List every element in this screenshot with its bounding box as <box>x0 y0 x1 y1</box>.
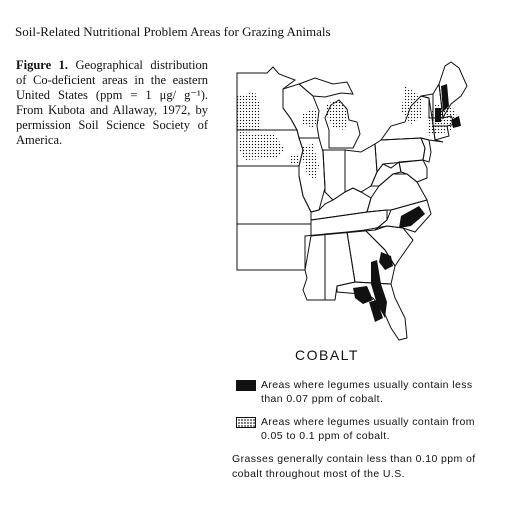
cobalt-map <box>215 56 475 346</box>
state-michigan-upper <box>299 78 353 97</box>
state-ohio <box>345 144 377 192</box>
solid-area-florida-west <box>353 286 373 304</box>
dotted-swatch <box>236 417 256 428</box>
state-outlines <box>237 62 467 340</box>
dotted-area-michigan <box>325 100 349 130</box>
solid-area-south-carolina <box>379 252 393 270</box>
map-title: COBALT <box>295 347 359 363</box>
dotted-area-minnesota <box>237 92 261 130</box>
legend-item-solid <box>236 378 496 406</box>
state-new-jersey <box>421 138 431 162</box>
solid-area-new-hampshire <box>435 108 441 122</box>
dotted-area-illinois <box>303 144 319 180</box>
state-indiana <box>323 150 345 200</box>
state-mississippi <box>303 234 325 300</box>
state-kentucky <box>311 188 371 220</box>
dotted-area-pennsylvania <box>427 116 435 136</box>
solid-swatch <box>236 380 256 391</box>
state-virginia <box>367 174 427 212</box>
state-alabama <box>325 232 355 300</box>
eastern-us-map <box>215 56 475 346</box>
dotted-area-iowa <box>239 132 285 160</box>
legend-text-solid: Areas where legumes usually contain less than 0.07 ppm of cobalt. <box>261 379 473 405</box>
page-header: Soil-Related Nutritional Problem Areas for Grazing Animals <box>15 24 331 39</box>
figure-label: Figure 1. <box>16 58 69 72</box>
map-note: Grasses generally contain less than 0.10 ppm of cobalt throughout most of the U.S. <box>232 453 476 480</box>
dotted-area-indiana <box>291 154 299 164</box>
figure-caption <box>16 58 208 148</box>
state-arkansas <box>237 224 311 270</box>
legend-text-dotted: Areas where legumes usually contain from 0.05 to 0.1 ppm of cobalt. <box>261 416 475 442</box>
dotted-area-new-york <box>401 86 421 124</box>
legend-item-dotted <box>236 415 496 443</box>
caption-text: Geographical distribution of Co-deficient areas in the eastern United States (ppm = 1 μg/ g⁻¹). From Kubota and Allaway, 1972, by permission Soil Science Society of America. <box>16 58 208 147</box>
state-maryland <box>399 160 427 182</box>
state-missouri <box>237 166 311 224</box>
dotted-area-wisconsin <box>303 108 319 128</box>
